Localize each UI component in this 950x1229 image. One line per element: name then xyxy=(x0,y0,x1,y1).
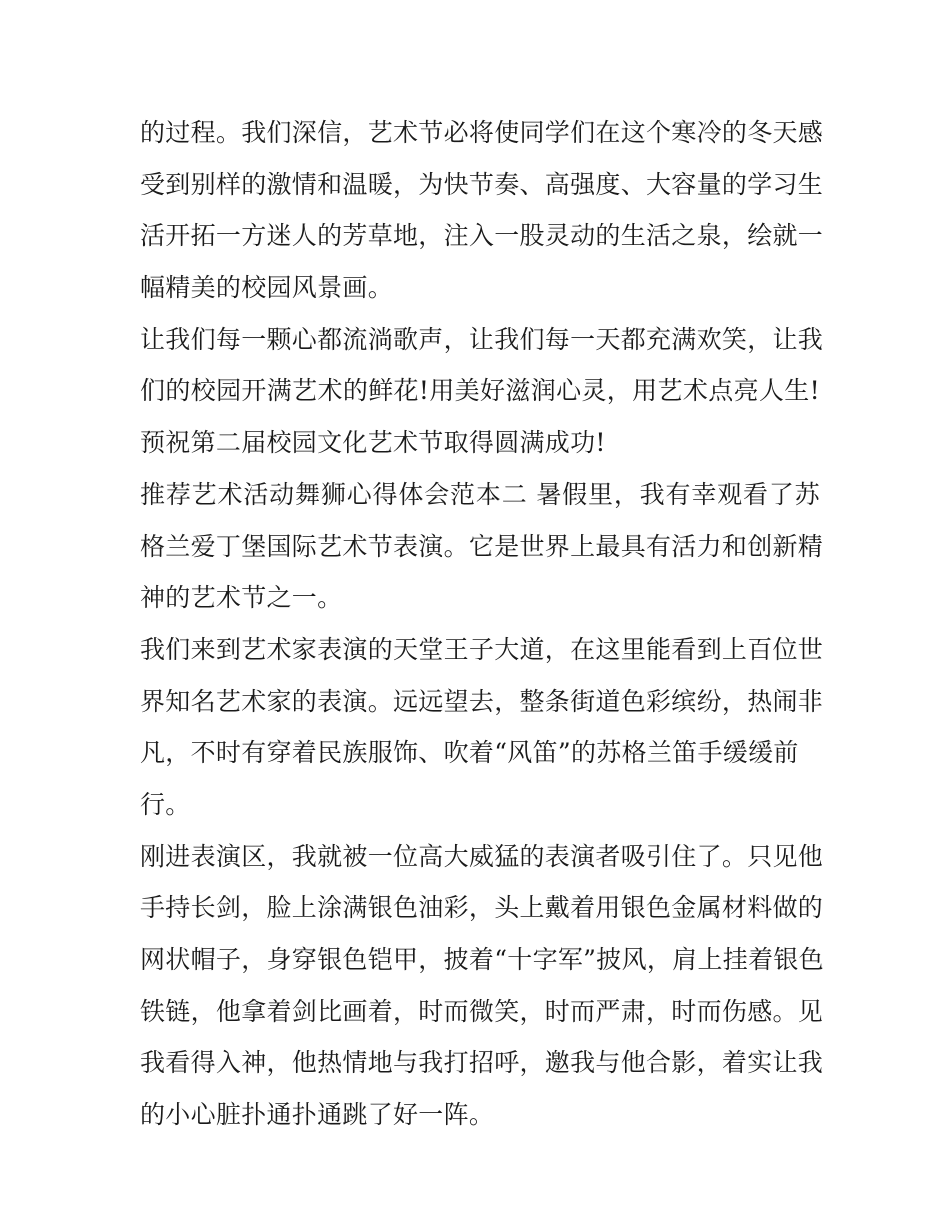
text-line: 刚进表演区，我就被一位高大威猛的表演者吸引住了。只见他 xyxy=(140,841,824,871)
text-line: 幅精美的校园风景画。 xyxy=(140,273,394,303)
text-line: 凡，不时有穿着民族服饰、吹着“风笛”的苏格兰笛手缓缓前 xyxy=(140,738,799,768)
text-line: 的小心脏扑通扑通跳了好一阵。 xyxy=(140,1100,495,1130)
text-line: 我看得入神，他热情地与我打招呼，邀我与他合影，着实让我 xyxy=(140,1048,824,1078)
text-line: 格兰爱丁堡国际艺术节表演。它是世界上最具有活力和创新精 xyxy=(140,531,824,561)
text-line: 神的艺术节之一。 xyxy=(140,583,343,613)
text-line: 让我们每一颗心都流淌歌声，让我们每一天都充满欢笑，让我 xyxy=(140,324,824,354)
text-line: 们的校园开满艺术的鲜花!用美好滋润心灵，用艺术点亮人生! xyxy=(140,376,820,406)
text-line: 网状帽子，身穿银色铠甲，披着“十字军”披风，肩上挂着银色 xyxy=(140,945,824,974)
text-line: 的过程。我们深信，艺术节必将使同学们在这个寒冷的冬天感 xyxy=(140,118,824,147)
text-line: 受到别样的激情和温暖，为快节奏、高强度、大容量的学习生 xyxy=(140,169,824,199)
text-line: 预祝第二届校园文化艺术节取得圆满成功! xyxy=(140,428,606,458)
text-line: 我们来到艺术家表演的天堂王子大道，在这里能看到上百位世 xyxy=(140,634,824,664)
text-line: 铁链，他拿着剑比画着，时而微笑，时而严肃，时而伤感。见 xyxy=(140,996,824,1026)
text-line: 活开拓一方迷人的芳草地，注入一股灵动的生活之泉，绘就一 xyxy=(140,221,824,251)
text-line: 推荐艺术活动舞狮心得体会范本二 暑假里，我有幸观看了苏 xyxy=(140,479,820,509)
text-line: 手持长剑，脸上涂满银色油彩，头上戴着用银色金属材料做的 xyxy=(140,893,824,923)
body-text xyxy=(140,107,824,1141)
text-line: 行。 xyxy=(140,789,191,819)
text-line: 界知名艺术家的表演。远远望去，整条街道色彩缤纷，热闹非 xyxy=(140,686,824,716)
